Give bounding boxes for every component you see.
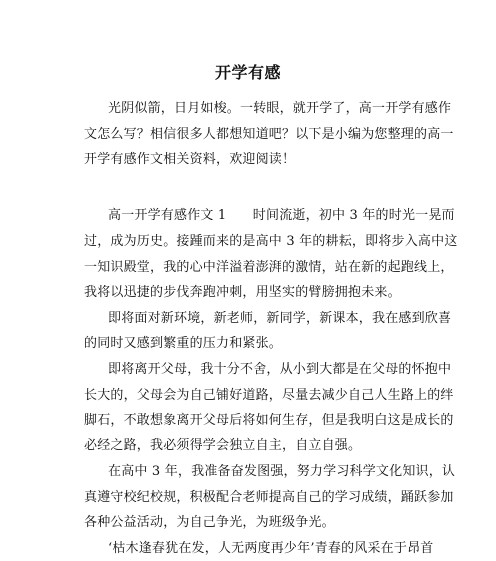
intro-line: 光阴似箭，日月如梭。一转眼，就开学了，高一开学有感作	[108, 101, 452, 116]
essay-line: 脚石，不敢想象离开父母后将如何生存，但是我明白这是成长的	[84, 413, 454, 428]
essay-line: 一知识殿堂，我的心中洋溢着澎湃的激情，站在新的起跑线上，	[84, 260, 454, 275]
essay-line: 的同时又感到繁重的压力和紧张。	[84, 336, 283, 351]
document-title: 开学有感	[214, 63, 281, 82]
essay-line: 过，成为历史。接踵而来的是高中 3 年的耕耘，即将步入高中这	[84, 234, 458, 249]
essay-line: 真遵守校纪校规，积极配合老师提高自己的学习成绩，踊跃参加	[84, 490, 454, 505]
essay-line: 必经之路，我必须得学会独立自主，自立自强。	[84, 438, 362, 453]
essay-line: 高一开学有感作文 1 时间流逝，初中 3 年的时光一晃而	[108, 208, 455, 223]
essay-line: 即将面对新环境，新老师，新同学，新课本，我在感到欣喜	[108, 311, 452, 326]
essay-line: 长大的，父母会为自己铺好道路，尽量去减少自己人生路上的绊	[84, 388, 454, 403]
intro-line: 开学有感作文相关资料，欢迎阅读！	[84, 152, 296, 167]
essay-line: 在高中 3 年，我准备奋发图强，努力学习科学文化知识，认	[108, 464, 456, 479]
intro-line: 文怎么写？相信很多人都想知道吧？以下是小编为您整理的高一	[84, 127, 454, 142]
essay-line: 各种公益活动，为自己争光，为班级争光。	[84, 515, 335, 530]
essay-line: ‘枯木逢春犹在发，人无两度再少年’青春的风采在于昂首	[108, 541, 434, 556]
essay-line: 即将离开父母，我十分不舍，从小到大都是在父母的怀抱中	[108, 362, 452, 377]
essay-line: 我将以迅捷的步伐奔跑冲刺，用坚实的臂膀拥抱未来。	[84, 285, 401, 300]
